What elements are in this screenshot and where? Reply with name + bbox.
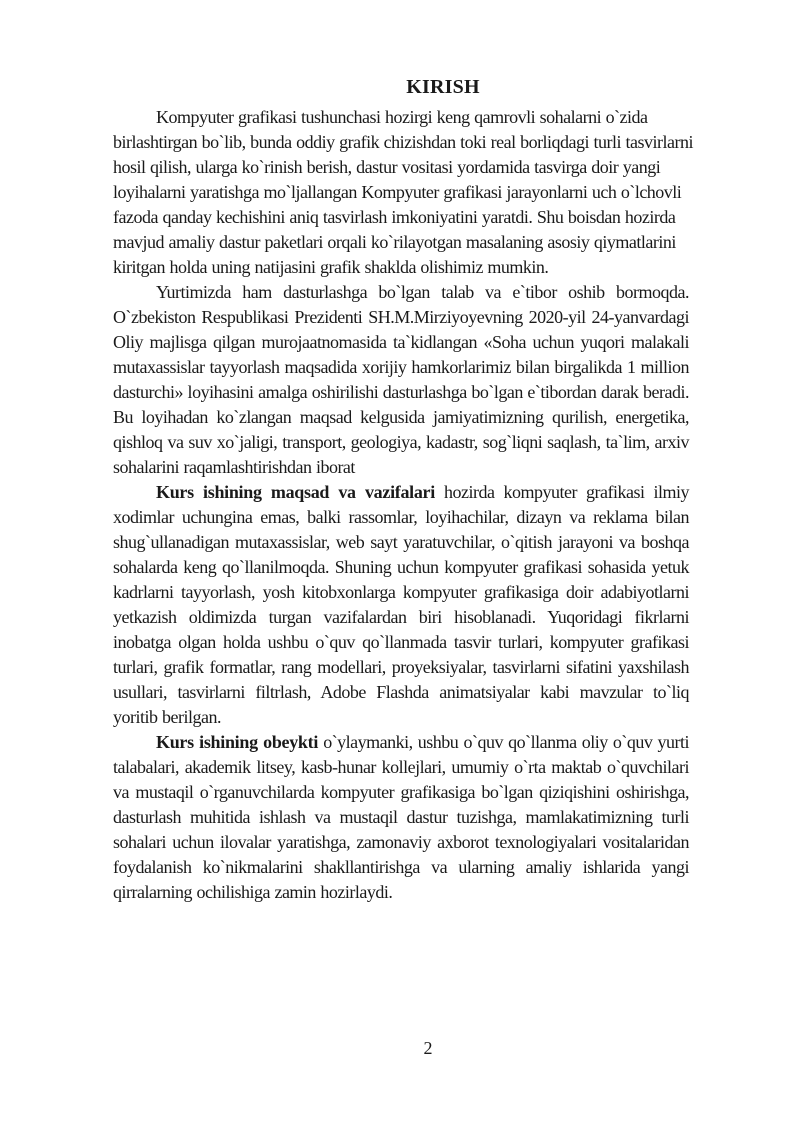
paragraph-lead-bold: Kurs ishining obeykti: [156, 732, 319, 752]
page-footer: [0, 1036, 800, 1061]
page-title: KIRISH: [406, 76, 480, 98]
paragraph: Kurs ishining maqsad va vazifalari hozirda kompyuter grafikasi ilmiy xodimlar uchungina emas, balki rassomlar, loyihachilar, dizayn va reklama bilan shug`ullanadigan mutaxassislar, web sayt yaratuvchilar, o`qitish jarayoni va boshqa sohalarda keng qo`llanilmoqda. Shuning uchun kompyuter grafikasi sohasida yetuk kadrlarni tayyorlash, yosh kitobxonlarga kompyuter grafikasiga doir adabiyotlarni yetkazish oldimizda turgan vazifalardan biri hisoblanadi. Yuqoridagi fikrlarni inobatga olgan holda ushbu o`quv qo`llanmada tasvir turlari, kompyuter grafikasi turlari, grafik formatlar, rang modellari, proyeksiyalar, tasvirlarni sifatini yaxshilash usullari, tasvirlarni filtrlash, Adobe Flashda animatsiyalar kabi mavzular to`liq yoritib berilgan.: [113, 482, 689, 727]
paragraph-list: [113, 105, 694, 905]
paragraph: Yurtimizda ham dasturlashga bo`lgan talab va e`tibor oshib bormoqda. O`zbekiston Respublikasi Prezidenti SH.M.Mirziyoyevning 2020-yil 24-yanvardagi Oliy majlisga qilgan murojaatnomasida ta`kidlangan «Soha uchun yuqori malakali mutaxassislar tayyorlash maqsadida xorijiy hamkorlarimiz bilan birgalikda 1 million dasturchi» loyihasini amalga oshirilishi dasturlashga bo`lgan e`tibordan darak beradi. Bu loyihadan ko`zlangan maqsad kelgusida jamiyatimizning qurilish, energetika, qishloq va suv xo`jaligi, transport, geologiya, kadastr, sog`liqni saqlash, ta`lim, arxiv sohalarini raqamlashtirishdan iborat: [113, 282, 689, 477]
page-content: [113, 75, 694, 905]
paragraph-lead-bold: Kurs ishining maqsad va vazifalari: [156, 482, 435, 502]
paragraph: Kompyuter grafikasi tushunchasi hozirgi keng qamrovli sohalarni o`zida birlashtirgan bo`lib, bunda oddiy grafik chizishdan toki real borliqdagi turli tasvirlarni hosil qilish, ularga ko`rinish berish, dastur vositasi yordamida tasvirga doir yangi loyihalarni yaratishga mo`ljallangan Kompyuter grafikasi jarayonlarni uch o`lchovli fazoda qanday kechishini aniq tasvirlash imkoniyatini yaratdi. Shu boisdan hozirda mavjud amaliy dastur paketlari orqali ko`rilayotgan masalaning asosiy qiymatlarini kiritgan holda uning natijasini grafik shaklda olishimiz mumkin.: [113, 107, 694, 277]
paragraph: Kurs ishining obeykti o`ylaymanki, ushbu o`quv qo`llanma oliy o`quv yurti talabalari, akademik litsey, kasb-hunar kollejlari, umumiy o`rta maktab o`quvchilari va mustaqil o`rganuvchilarda kompyuter grafikasiga bo`lgan qiziqishini oshirishga, dasturlash muhitida ishlash va mustaqil dastur tuzishga, mamlakatimizning turli sohalari uchun ilovalar yaratishga, zamonaviy axborot texnologiyalari vositalaridan foydalanish ko`nikmalarini shakllantirishga va ularning amaliy ishlarida yangi qirralarning ochilishiga zamin hozirlaydi.: [113, 732, 689, 902]
page-number: 2: [423, 1038, 433, 1058]
